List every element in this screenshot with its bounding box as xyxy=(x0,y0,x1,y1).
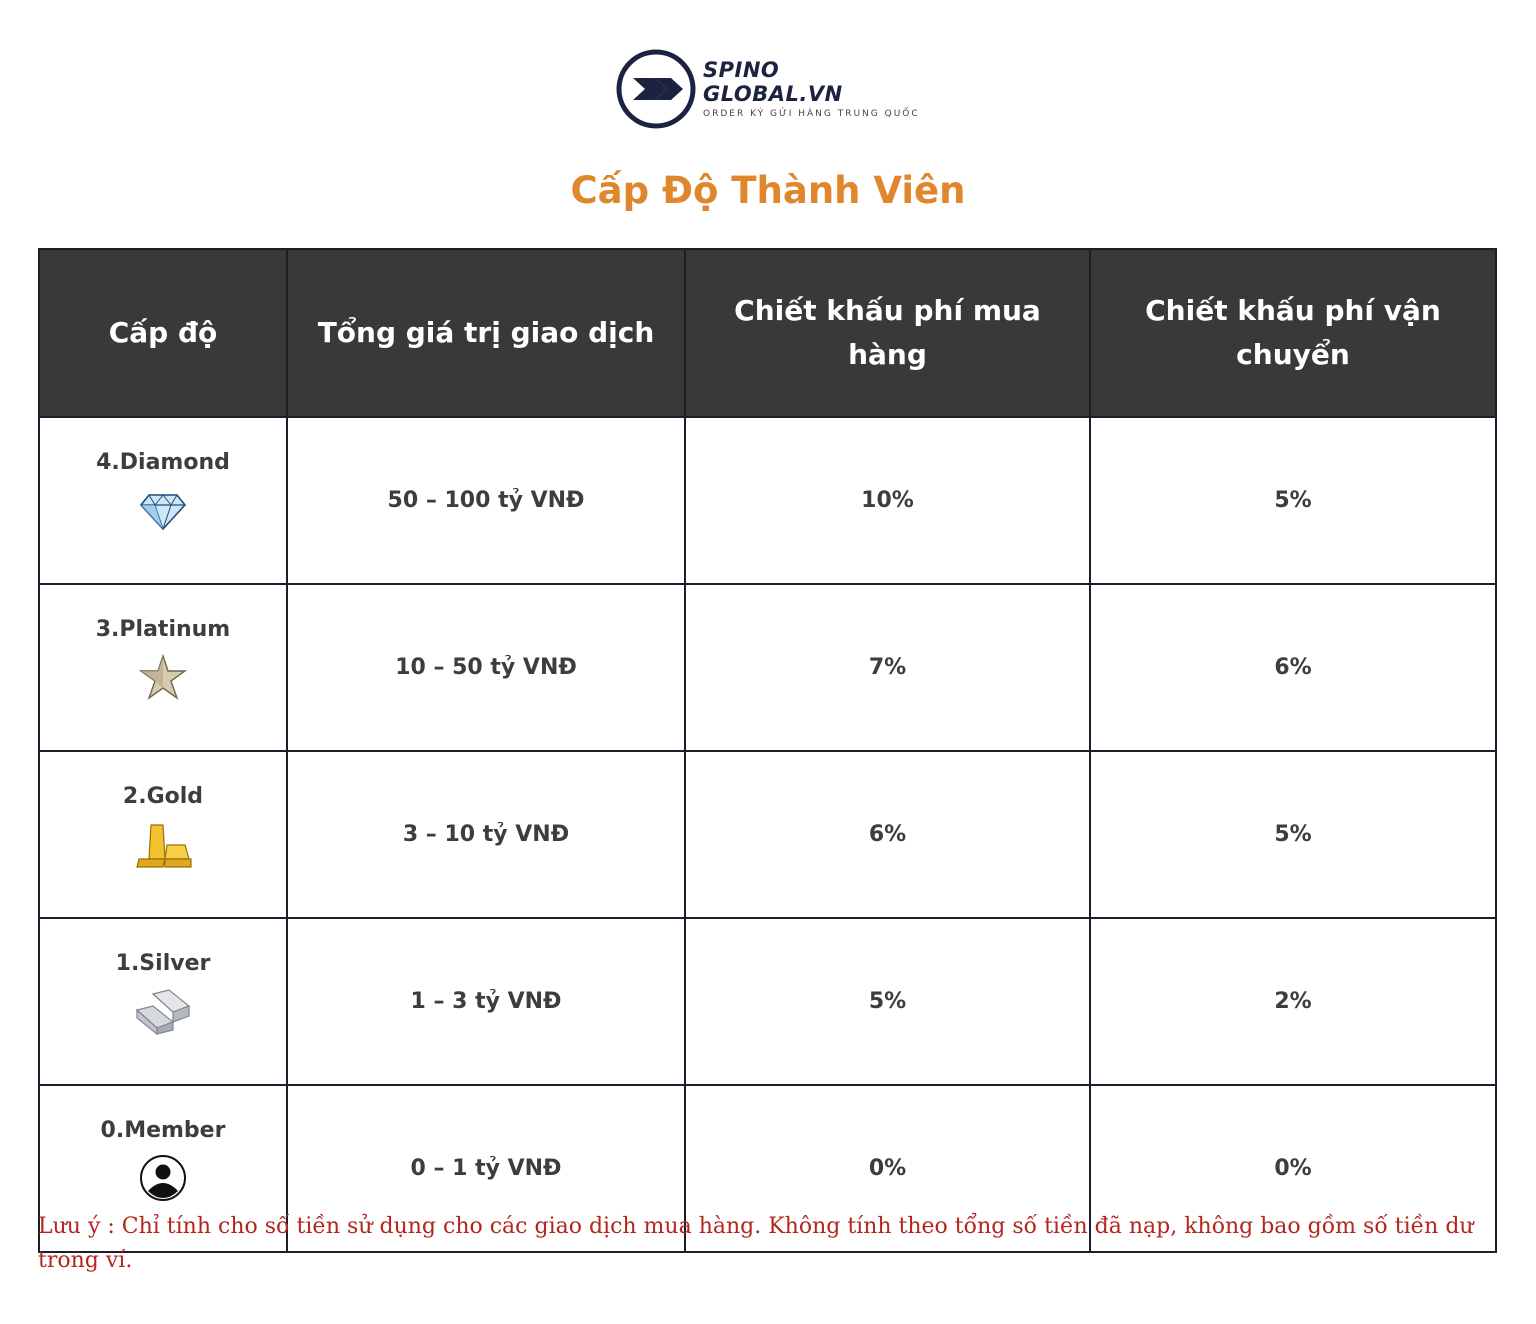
table-row xyxy=(39,918,1496,1085)
header-level: Cấp độ xyxy=(39,249,287,417)
gold-bars-icon xyxy=(131,819,195,869)
table-row xyxy=(39,417,1496,584)
star-icon xyxy=(131,652,195,702)
purchase-discount-cell: 0% xyxy=(685,1085,1090,1252)
brand-logo xyxy=(615,48,925,130)
shipping-discount-cell: 0% xyxy=(1090,1085,1496,1252)
purchase-discount-cell: 10% xyxy=(685,417,1090,584)
header-total-value: Tổng giá trị giao dịch xyxy=(287,249,685,417)
brand-tagline: ORDER KÝ GỬI HÀNG TRUNG QUỐC xyxy=(703,109,920,119)
total-value-cell: 1 – 3 tỷ VNĐ xyxy=(287,918,685,1085)
level-name: 4.Diamond xyxy=(96,450,230,475)
shipping-discount-cell: 5% xyxy=(1090,751,1496,918)
brand-name: SPINO GLOBAL.VN xyxy=(703,58,843,106)
level-cell xyxy=(39,417,287,584)
level-name: 3.Platinum xyxy=(95,617,231,642)
purchase-discount-cell: 5% xyxy=(685,918,1090,1085)
table-row xyxy=(39,584,1496,751)
shipping-discount-cell: 2% xyxy=(1090,918,1496,1085)
silver-bars-icon xyxy=(131,986,195,1036)
total-value-cell: 50 – 100 tỷ VNĐ xyxy=(287,417,685,584)
table-header-row xyxy=(39,249,1496,417)
membership-levels-table xyxy=(38,248,1497,1253)
total-value-cell: 0 – 1 tỷ VNĐ xyxy=(287,1085,685,1252)
shipping-discount-cell: 5% xyxy=(1090,417,1496,584)
footnote: Lưu ý : Chỉ tính cho số tiền sử dụng cho các giao dịch mua hàng. Không tính theo tổng số tiền đã nạp, không bao gồm số tiền dư trong ví. xyxy=(38,1214,1474,1273)
logo-mark-icon xyxy=(615,48,697,130)
diamond-icon xyxy=(131,485,195,535)
level-name: 0.Member xyxy=(100,1118,226,1143)
header-shipping-discount: Chiết khấu phí vận chuyển xyxy=(1090,249,1496,417)
total-value-cell: 3 – 10 tỷ VNĐ xyxy=(287,751,685,918)
level-name: 2.Gold xyxy=(122,784,204,809)
level-cell xyxy=(39,751,287,918)
level-name: 1.Silver xyxy=(115,951,211,976)
total-value-cell: 10 – 50 tỷ VNĐ xyxy=(287,584,685,751)
user-icon xyxy=(131,1153,195,1203)
purchase-discount-cell: 7% xyxy=(685,584,1090,751)
shipping-discount-cell: 6% xyxy=(1090,584,1496,751)
table-row xyxy=(39,751,1496,918)
page-title: Cấp Độ Thành Viên xyxy=(570,169,966,212)
level-cell xyxy=(39,584,287,751)
level-cell xyxy=(39,918,287,1085)
purchase-discount-cell: 6% xyxy=(685,751,1090,918)
header-purchase-discount: Chiết khấu phí mua hàng xyxy=(685,249,1090,417)
